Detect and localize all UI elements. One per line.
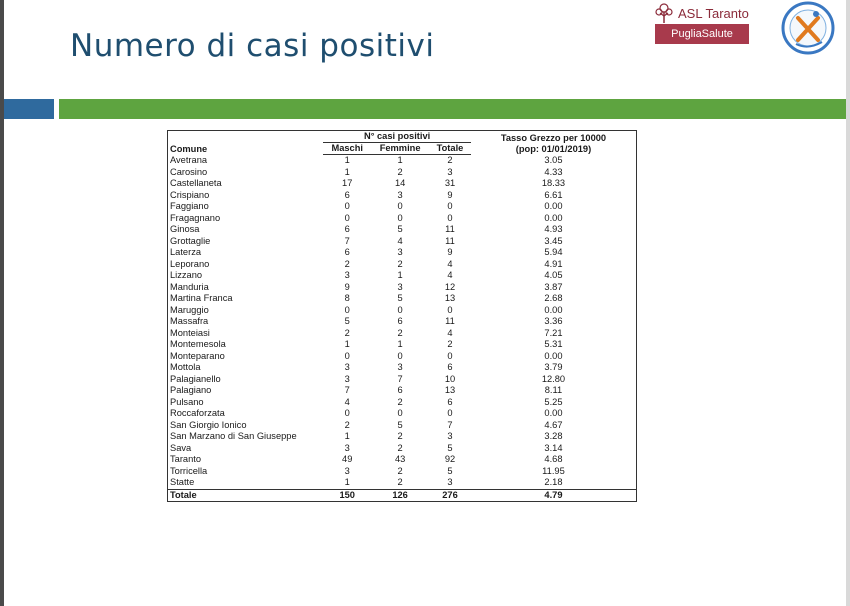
totale-cell: 9 xyxy=(447,247,453,258)
tasso-cell: 7.21 xyxy=(544,327,563,338)
table-row xyxy=(168,293,637,305)
femmine-cell: 1 xyxy=(397,339,403,350)
femmine-cell: 3 xyxy=(397,362,403,373)
tasso-cell: 11.95 xyxy=(542,465,565,476)
femmine-cell: 2 xyxy=(397,166,403,177)
totale-cell: 12 xyxy=(444,281,456,292)
comune-cell: Castellaneta xyxy=(170,178,222,189)
epidemiology-unit-logo-icon xyxy=(776,0,840,56)
table-row xyxy=(168,454,637,466)
comune-cell: Crispiano xyxy=(170,189,210,200)
tasso-cell: 5.31 xyxy=(544,339,563,350)
maschi-cell: 0 xyxy=(344,212,350,223)
table-row xyxy=(168,374,637,386)
tasso-cell: 3.87 xyxy=(544,281,563,292)
total-label: Totale xyxy=(168,489,324,502)
tasso-cell: 0.00 xyxy=(544,350,563,361)
tasso-cell: 4.33 xyxy=(544,166,563,177)
comune-cell: Montemesola xyxy=(170,339,226,350)
comune-cell: Martina Franca xyxy=(170,293,233,304)
maschi-cell: 2 xyxy=(344,419,350,430)
totale-cell: 11 xyxy=(445,235,455,246)
tasso-cell: 0.00 xyxy=(544,212,563,223)
table-row xyxy=(168,397,637,409)
positive-cases-table xyxy=(167,130,637,502)
totale-cell: 4 xyxy=(447,327,453,338)
femmine-cell: 0 xyxy=(397,408,403,419)
tree-icon xyxy=(654,2,674,24)
header-positive-cases-group: N° casi positivi xyxy=(323,131,471,143)
comune-cell: San Marzano di San Giuseppe xyxy=(170,431,297,442)
femmine-cell: 43 xyxy=(394,454,406,465)
maschi-cell: 1 xyxy=(344,477,350,488)
header-bar-green xyxy=(59,99,846,119)
totale-cell: 4 xyxy=(447,270,453,281)
femmine-cell: 3 xyxy=(397,247,403,258)
maschi-cell: 2 xyxy=(344,258,350,269)
slide-title: Numero di casi positivi xyxy=(70,28,435,64)
femmine-cell: 3 xyxy=(397,281,403,292)
tasso-cell: 3.05 xyxy=(544,155,563,165)
femmine-cell: 2 xyxy=(397,396,403,407)
tasso-cell: 4.67 xyxy=(544,419,563,430)
tasso-cell: 8.11 xyxy=(544,385,563,396)
tasso-cell: 0.00 xyxy=(544,304,563,315)
tasso-cell: 3.45 xyxy=(544,235,563,246)
table-row xyxy=(168,362,637,374)
maschi-cell: 2 xyxy=(344,327,350,338)
maschi-cell: 1 xyxy=(344,339,350,350)
maschi-cell: 0 xyxy=(344,350,350,361)
totale-cell: 3 xyxy=(447,431,453,442)
femmine-cell: 2 xyxy=(397,465,403,476)
totale-cell: 13 xyxy=(444,385,456,396)
totale-cell: 10 xyxy=(444,373,456,384)
table-row xyxy=(168,431,637,443)
totale-cell: 0 xyxy=(447,304,453,315)
table-row xyxy=(168,351,637,363)
maschi-cell: 3 xyxy=(344,373,350,384)
totale-cell: 5 xyxy=(447,465,453,476)
tasso-cell: 18.33 xyxy=(541,178,566,189)
maschi-cell: 0 xyxy=(344,304,350,315)
tasso-cell: 0.00 xyxy=(544,408,563,419)
table-total-row xyxy=(168,489,637,502)
comune-cell: Lizzano xyxy=(170,270,203,281)
totale-cell: 3 xyxy=(447,166,453,177)
totale-cell: 0 xyxy=(447,408,453,419)
total-totale: 276 xyxy=(429,489,471,502)
comune-cell: Torricella xyxy=(170,465,208,476)
window-frame-left xyxy=(0,0,4,606)
totale-cell: 31 xyxy=(444,178,456,189)
tasso-cell: 2.68 xyxy=(544,293,563,304)
femmine-cell: 2 xyxy=(397,258,403,269)
maschi-cell: 3 xyxy=(344,442,350,453)
femmine-cell: 1 xyxy=(397,270,403,281)
maschi-cell: 9 xyxy=(344,281,350,292)
total-femmine: 126 xyxy=(371,489,429,502)
maschi-cell: 6 xyxy=(344,247,350,258)
total-maschi: 150 xyxy=(323,489,371,502)
femmine-cell: 1 xyxy=(397,155,403,166)
table-row xyxy=(168,178,637,190)
maschi-cell: 8 xyxy=(344,293,350,304)
maschi-cell: 7 xyxy=(344,385,350,396)
header-comune: Comune xyxy=(170,143,208,154)
totale-cell: 13 xyxy=(444,293,456,304)
maschi-cell: 1 xyxy=(344,166,350,177)
totale-cell: 5 xyxy=(447,442,453,453)
comune-cell: Palagiano xyxy=(170,385,212,396)
maschi-cell: 1 xyxy=(344,431,350,442)
comune-cell: Pulsano xyxy=(170,396,204,407)
table-row xyxy=(168,477,637,489)
tasso-cell: 0.00 xyxy=(544,201,563,212)
window-frame-right xyxy=(846,0,850,606)
maschi-cell: 49 xyxy=(342,454,353,465)
maschi-cell: 4 xyxy=(344,396,350,407)
table-row xyxy=(168,420,637,432)
table-row xyxy=(168,282,637,294)
table-row xyxy=(168,236,637,248)
femmine-cell: 4 xyxy=(397,235,403,246)
asl-name-label: ASL Taranto xyxy=(678,5,749,21)
table-row xyxy=(168,305,637,317)
table-row xyxy=(168,224,637,236)
table-row xyxy=(168,190,637,202)
tasso-cell: 6.61 xyxy=(544,189,563,200)
tasso-cell: 2.18 xyxy=(544,477,563,488)
femmine-cell: 5 xyxy=(397,419,403,430)
table-row xyxy=(168,247,637,259)
maschi-cell: 7 xyxy=(344,235,350,246)
totale-cell: 4 xyxy=(447,258,453,269)
totale-cell: 2 xyxy=(447,339,453,350)
header-crude-rate xyxy=(471,131,637,155)
comune-cell: Grottaglie xyxy=(170,235,211,246)
table-row xyxy=(168,270,637,282)
femmine-cell: 0 xyxy=(397,201,403,212)
totale-cell: 0 xyxy=(447,350,453,361)
table-row xyxy=(168,408,637,420)
comune-cell: Palagianello xyxy=(170,373,221,384)
maschi-cell: 0 xyxy=(344,201,350,212)
header-totale: Totale xyxy=(429,143,471,155)
tasso-cell: 3.14 xyxy=(544,442,563,453)
femmine-cell: 0 xyxy=(397,212,403,223)
femmine-cell: 2 xyxy=(397,327,403,338)
femmine-cell: 5 xyxy=(397,224,403,235)
comune-cell: Mottola xyxy=(170,362,201,373)
totale-cell: 7 xyxy=(447,419,453,430)
cases-table-container xyxy=(167,130,637,502)
tasso-cell: 4.91 xyxy=(544,258,563,269)
comune-cell: Laterza xyxy=(170,247,202,258)
tasso-cell: 3.79 xyxy=(544,362,563,373)
tasso-cell: 4.68 xyxy=(544,454,563,465)
comune-cell: Monteparano xyxy=(170,350,225,361)
maschi-cell: 1 xyxy=(344,155,350,166)
header-bar-blue xyxy=(4,99,54,119)
tasso-cell: 3.36 xyxy=(544,316,563,327)
comune-cell: Leporano xyxy=(170,258,210,269)
totale-cell: 3 xyxy=(447,477,453,488)
totale-cell: 92 xyxy=(444,454,456,465)
femmine-cell: 5 xyxy=(397,293,403,304)
table-row xyxy=(168,328,637,340)
maschi-cell: 3 xyxy=(344,465,350,476)
tasso-cell: 12.80 xyxy=(541,373,566,384)
totale-cell: 0 xyxy=(447,212,453,223)
maschi-cell: 3 xyxy=(344,270,350,281)
femmine-cell: 2 xyxy=(397,477,403,488)
femmine-cell: 7 xyxy=(397,373,403,384)
totale-cell: 9 xyxy=(447,189,453,200)
comune-cell: Taranto xyxy=(170,454,202,465)
maschi-cell: 6 xyxy=(344,224,350,235)
comune-cell: Sava xyxy=(170,442,192,453)
comune-cell: Monteiasi xyxy=(170,327,210,338)
totale-cell: 11 xyxy=(445,316,455,327)
maschi-cell: 17 xyxy=(342,178,353,189)
comune-cell: Faggiano xyxy=(170,201,209,212)
totale-cell: 11 xyxy=(445,224,455,235)
maschi-cell: 6 xyxy=(344,189,350,200)
comune-cell: Avetrana xyxy=(170,155,208,165)
header-maschi: Maschi xyxy=(323,143,371,155)
femmine-cell: 0 xyxy=(397,350,403,361)
comune-cell: Massafra xyxy=(170,316,209,327)
table-row xyxy=(168,155,637,167)
tasso-cell: 4.05 xyxy=(544,270,563,281)
femmine-cell: 2 xyxy=(397,431,403,442)
table-row xyxy=(168,167,637,179)
comune-cell: Fragagnano xyxy=(170,212,221,223)
comune-cell: Manduria xyxy=(170,281,209,292)
totale-cell: 6 xyxy=(447,396,453,407)
tasso-cell: 3.28 xyxy=(544,431,563,442)
comune-cell: Statte xyxy=(170,477,195,488)
header-crude-rate-line1: Tasso Grezzo per 10000 xyxy=(500,132,607,143)
maschi-cell: 3 xyxy=(344,362,350,373)
femmine-cell: 14 xyxy=(394,178,406,189)
table-row xyxy=(168,443,637,455)
table-row xyxy=(168,213,637,225)
total-tasso: 4.79 xyxy=(471,489,637,502)
header-femmine: Femmine xyxy=(371,143,429,155)
maschi-cell: 0 xyxy=(344,408,350,419)
comune-cell: Ginosa xyxy=(170,224,200,235)
tasso-cell: 4.93 xyxy=(544,224,563,235)
femmine-cell: 0 xyxy=(397,304,403,315)
femmine-cell: 6 xyxy=(397,385,403,396)
tasso-cell: 5.94 xyxy=(544,247,563,258)
femmine-cell: 6 xyxy=(397,316,403,327)
puglia-salute-label: PugliaSalute xyxy=(655,24,749,44)
maschi-cell: 5 xyxy=(344,316,350,327)
totale-cell: 6 xyxy=(447,362,453,373)
totale-cell: 2 xyxy=(447,155,453,166)
table-row xyxy=(168,259,637,271)
table-row xyxy=(168,466,637,478)
table-row xyxy=(168,201,637,213)
comune-cell: Roccaforzata xyxy=(170,408,225,419)
comune-cell: Maruggio xyxy=(170,304,209,315)
table-row xyxy=(168,316,637,328)
femmine-cell: 3 xyxy=(397,189,403,200)
femmine-cell: 2 xyxy=(397,442,403,453)
totale-cell: 0 xyxy=(447,201,453,212)
comune-cell: Carosino xyxy=(170,166,208,177)
asl-taranto-logo xyxy=(654,0,750,48)
table-row xyxy=(168,339,637,351)
tasso-cell: 5.25 xyxy=(544,396,563,407)
header-crude-rate-line2: (pop: 01/01/2019) xyxy=(515,143,592,154)
comune-cell: San Giorgio Ionico xyxy=(170,419,247,430)
table-row xyxy=(168,385,637,397)
